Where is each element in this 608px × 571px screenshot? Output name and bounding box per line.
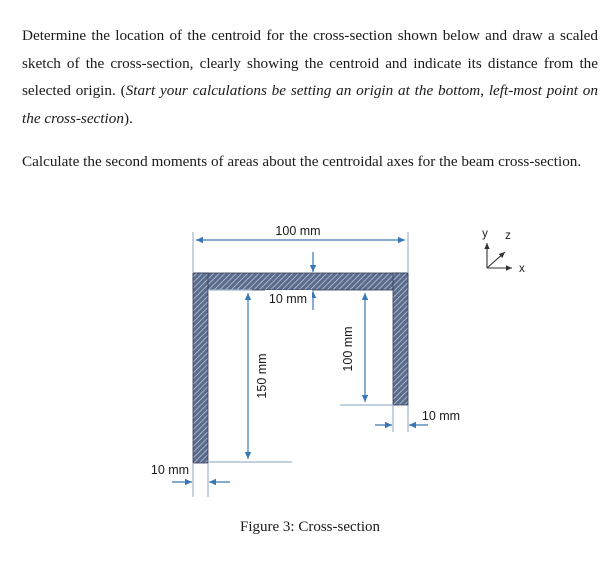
extension-lines — [193, 232, 408, 497]
top-flange — [193, 273, 408, 290]
left-thickness-label: 10 mm — [150, 463, 190, 477]
left-height-label: 150 mm — [255, 353, 269, 399]
z-axis-label: z — [505, 230, 511, 242]
left-web — [193, 273, 208, 463]
top-width-label: 100 mm — [275, 224, 321, 238]
y-axis-label: y — [482, 228, 488, 240]
axes-triad — [482, 228, 525, 275]
flange-thickness-label: 10 mm — [268, 292, 308, 306]
problem-text-lead: Determine the location of the centroid for the cross-section shown below and draw a scaled sketch of the cross-section, clearly showing the centroid and indicate its distance from the selected origin. ( — [22, 27, 598, 99]
problem-text-italic: Start your calculations be setting an origin at the bottom, left-most point on the cross-section — [22, 82, 598, 127]
z-axis-arrow — [487, 252, 505, 268]
problem-paragraph-second-moments: Calculate the second moments of areas about the centroidal axes for the beam cross-section. — [22, 153, 582, 170]
right-thickness-label: 10 mm — [421, 409, 461, 423]
figure-caption: Figure 3: Cross-section — [240, 519, 380, 535]
problem-text-tail: ). — [123, 109, 133, 127]
right-web — [393, 273, 408, 405]
right-height-label: 100 mm — [341, 326, 355, 372]
x-axis-label: x — [519, 263, 525, 275]
